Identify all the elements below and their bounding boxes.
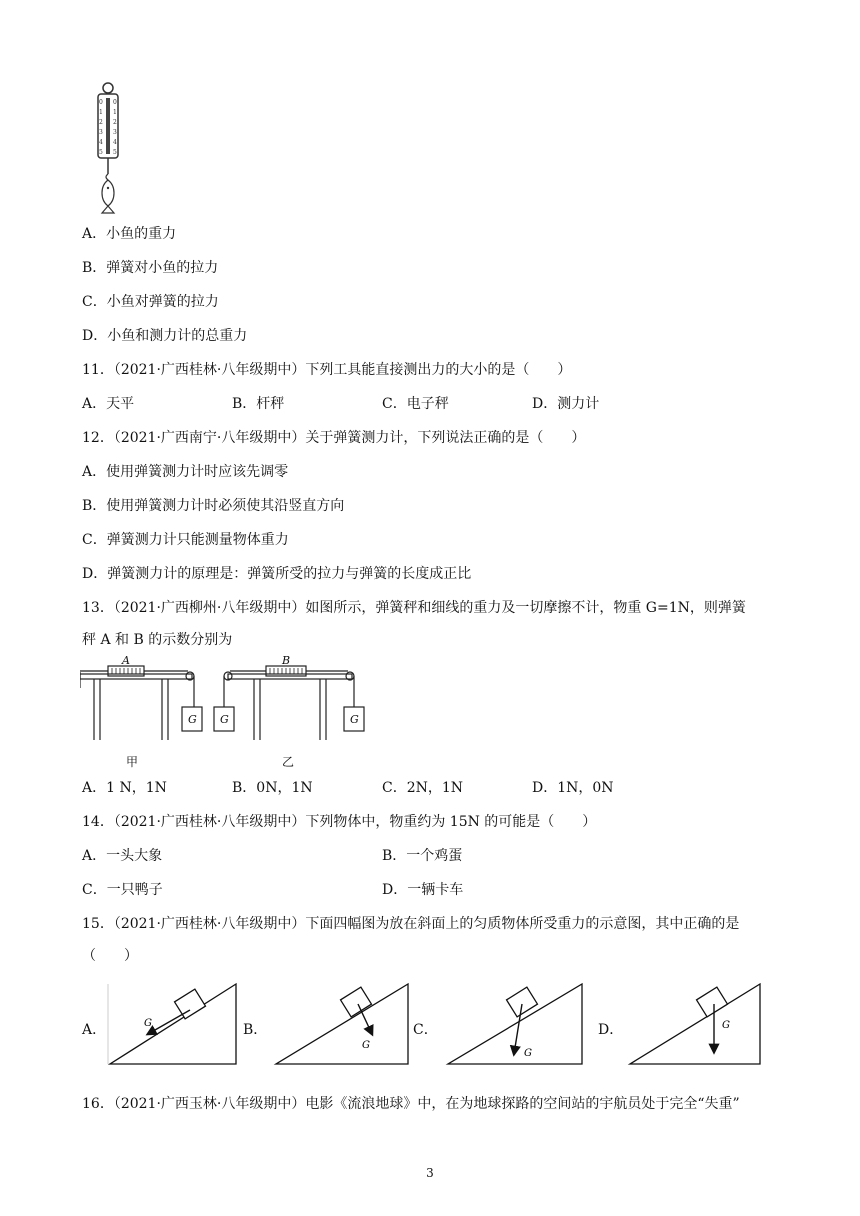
spring-scale-figure (88, 82, 128, 214)
q14-option-a[interactable]: A．一头大象 (82, 848, 163, 864)
fish-icon (102, 180, 114, 213)
q11-stem: 11．（2021·广西桂林·八年级期中）下列工具能直接测出力的大小的是（ ） (82, 362, 572, 378)
page-number: 3 (426, 1166, 434, 1180)
q13-stem-line2: 秤 A 和 B 的示数分别为 (82, 632, 233, 648)
scale-tick: 1 (113, 109, 117, 116)
scale-a-label: A (122, 656, 130, 667)
scale-b-label: B (282, 656, 291, 667)
q15-option-c-label[interactable]: C． (413, 1022, 438, 1038)
scale-tick: 1 (99, 109, 103, 116)
q15-figure-a-g-label: G (144, 1018, 152, 1029)
scale-tick: 4 (99, 139, 103, 146)
fig-label-jia: 甲 (126, 755, 139, 769)
scale-tick: 3 (99, 129, 103, 136)
q14-stem: 14．（2021·广西桂林·八年级期中）下列物体中，物重约为 15N 的可能是（ ） (82, 814, 597, 830)
q11-option-c[interactable]: C．电子秤 (382, 396, 449, 412)
q15-figure-c (444, 980, 588, 1070)
q10-option-b[interactable]: B．弹簧对小鱼的拉力 (82, 260, 219, 276)
q15-figure-a (106, 980, 242, 1068)
scale-tick: 5 (99, 149, 103, 156)
q15-figure-b (272, 980, 412, 1068)
scale-tick: 3 (113, 129, 117, 136)
q14-option-c[interactable]: C．一只鸭子 (82, 882, 163, 898)
q14-option-d[interactable]: D．一辆卡车 (382, 882, 464, 898)
q12-stem: 12．（2021·广西南宁·八年级期中）关于弹簧测力计，下列说法正确的是（ ） (82, 430, 586, 446)
q12-option-c[interactable]: C．弹簧测力计只能测量物体重力 (82, 532, 289, 548)
q11-option-a[interactable]: A．天平 (82, 396, 135, 412)
q15-figure-b-g-label: G (362, 1040, 370, 1051)
scale-tick: 2 (113, 119, 117, 126)
weight-g-label: G (188, 713, 197, 726)
q15-option-a-label[interactable]: A． (82, 1022, 107, 1038)
q13-option-c[interactable]: C．2N，1N (382, 780, 464, 796)
q13-figure (80, 656, 370, 770)
q16-stem: 16．（2021·广西玉林·八年级期中）电影《流浪地球》中，在为地球探路的空间站的宇航员处于完全“失重” (82, 1096, 740, 1112)
q15-figure-d-g-label: G (722, 1020, 730, 1031)
weight-g-label: G (350, 713, 359, 726)
scale-tick: 0 (99, 99, 103, 106)
q10-option-a[interactable]: A．小鱼的重力 (82, 226, 177, 242)
q11-option-d[interactable]: D．测力计 (532, 396, 600, 412)
q13-option-b[interactable]: B．0N，1N (232, 780, 313, 796)
q12-option-d[interactable]: D．弹簧测力计的原理是：弹簧所受的拉力与弹簧的长度成正比 (82, 566, 472, 582)
fig-label-yi: 乙 (282, 755, 295, 769)
q15-stem-line1: 15．（2021·广西桂林·八年级期中）下面四幅图为放在斜面上的匀质物体所受重力的示意图，其中正确的是 (82, 916, 740, 932)
q15-figure-c-g-label: G (524, 1048, 532, 1059)
q15-stem-line2: （ ） (82, 948, 138, 964)
q11-option-b[interactable]: B．杆秤 (232, 396, 285, 412)
q14-option-b[interactable]: B．一个鸡蛋 (382, 848, 463, 864)
scale-tick: 5 (113, 149, 117, 156)
q13-option-d[interactable]: D．1N，0N (532, 780, 614, 796)
q12-option-a[interactable]: A．使用弹簧测力计时应该先调零 (82, 464, 289, 480)
q15-option-d-label[interactable]: D． (598, 1022, 624, 1038)
scale-tick: 2 (99, 119, 103, 126)
scale-tick: 0 (113, 99, 117, 106)
q13-option-a[interactable]: A．1 N，1N (82, 780, 167, 796)
q10-option-d[interactable]: D．小鱼和测力计的总重力 (82, 328, 248, 344)
q13-stem-line1: 13．（2021·广西柳州·八年级期中）如图所示，弹簧秤和细线的重力及一切摩擦不计，物重 G=1N，则弹簧 (82, 600, 746, 616)
weight-g-label: G (220, 713, 229, 726)
q12-option-b[interactable]: B．使用弹簧测力计时必须使其沿竖直方向 (82, 498, 345, 514)
q15-option-b-label[interactable]: B． (243, 1022, 268, 1038)
scale-tick: 4 (113, 139, 117, 146)
q15-figure-d (626, 980, 766, 1070)
q10-option-c[interactable]: C．小鱼对弹簧的拉力 (82, 294, 219, 310)
